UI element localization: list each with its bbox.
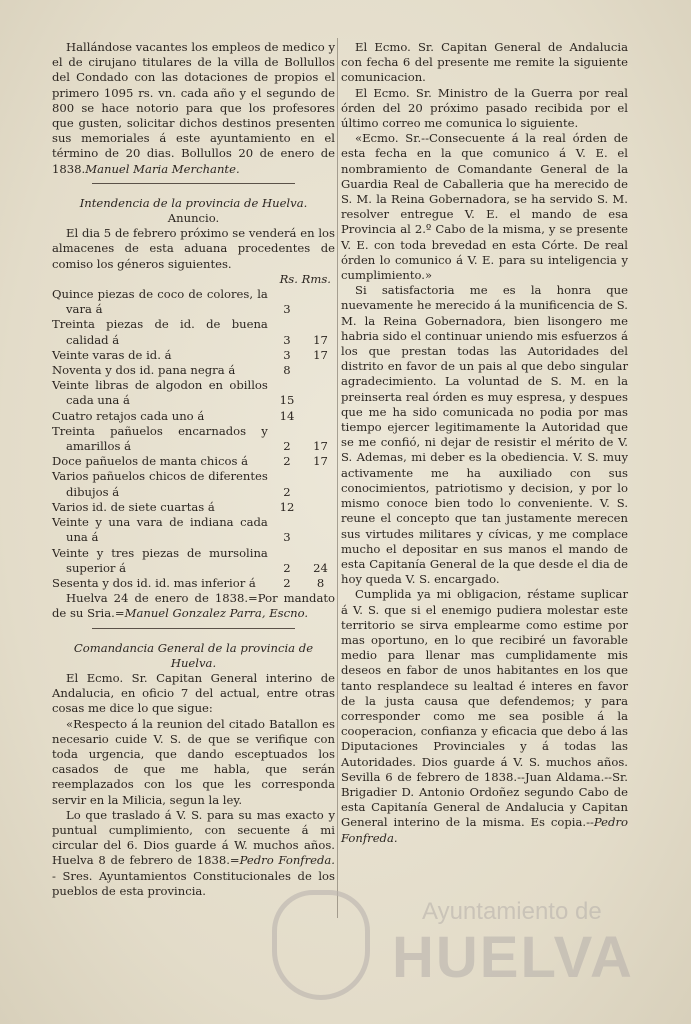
goods-row: [52, 317, 335, 347]
goods-description: Veinte y una vara de indiana cada una á: [52, 515, 268, 545]
goods-row: [52, 515, 335, 545]
goods-price-maravedis: 17: [313, 347, 328, 362]
right-column: [341, 40, 628, 846]
goods-row: [52, 409, 335, 424]
currency-units-header: Rs. Rms.: [279, 271, 331, 286]
goods-description: Varios id. de siete cuartas á: [52, 499, 215, 514]
sale-closing: Huelva 24 de enero de 1838.=Por mandato de su Sria.=Manuel Gonzalez Parra, Escno.: [52, 591, 335, 621]
watermark-line2: HUELVA: [392, 925, 634, 990]
goods-description: Treinta piezas de id. de buena calidad á: [52, 317, 268, 347]
sale-announcement: El dia 5 de febrero próximo se venderá en los almacenes de esta aduana procedentes de comiso los géneros siguientes.: [52, 226, 335, 271]
goods-price-maravedis: [306, 409, 335, 424]
watermark-line1: Ayuntamiento de: [422, 898, 602, 925]
farewell-paragraph: Si satisfactoria me es la honra que nuevamente he merecido á la munificencia de S. M. la Reina Gobernadora, bien lisongero me habria sido el continuar uniendo mis esfuerzos á los que prestan todas las Autoridades del distrito en favor de un pais al que debo singular agradecimiento. La voluntad de S. M. en la preinserta real órden es muy espresa, y despues que me ha sido comunicada no podia por mas tiempo ejercer legitimamente la Autoridad que se me confió, ni dejar de resistir el mérito de V. S. Ademas, mi deber es la obediencia. V. S. muy activamente me ha auxiliado con sus conocimientos, patriotismo y decision, y por lo mismo conoce bien todo lo conveniente. V. S. reune el concepto que tan justamente merecen sus virtudes militares y cívicas, y me complace mucho el depositar en sus manos el mando de esta Capitanía General de la que desde el dia de hoy queda V. S. encargado.: [341, 283, 628, 587]
closing-signature: Pedro Fonfreda.: [341, 815, 628, 845]
minister-notice: El Ecmo. Sr. Ministro de la Guerra por real órden del 20 próximo pasado recibida por el último correo me comunica lo siguiente.: [341, 85, 628, 131]
battalion-quote: «Respecto á la reunion del citado Batallon es necesario cuide V. S. de que se verifique con toda urgencia, que dando esceptuados los casados de que me habla, que serán reemplazados con los que les corresponda servir en la Milicia, segun la ley.: [52, 716, 335, 807]
sale-signature: Manuel Gonzalez Parra, Escno.: [124, 606, 309, 621]
goods-table: [52, 287, 335, 591]
goods-description: Sesenta y dos id. id. mas inferior á: [52, 575, 256, 590]
goods-price-maravedis: 17: [313, 332, 328, 347]
goods-price-reales: 2: [283, 560, 291, 575]
captain-general-intro: El Ecmo. Sr. Capitan General de Andalucia con fecha 6 del presente me remite la siguiente comunicacion.: [341, 40, 628, 85]
fonfreda-signature: Pedro Fonfreda.: [239, 853, 335, 868]
goods-price-maravedis: [306, 363, 335, 378]
goods-row: [52, 378, 335, 408]
goods-description: Noventa y dos id. pana negra á: [52, 363, 236, 378]
goods-row: [52, 454, 335, 469]
goods-row: [52, 348, 335, 363]
goods-row: [52, 363, 335, 378]
goods-price-reales: 3: [283, 302, 291, 317]
royal-order-quote: «Ecmo. Sr.--Consecuente á la real órden de esta fecha en la que comunico á V. E. el nombramiento de Comandante General de la Guardia Real de Caballeria que ha merecido de S. M. la Reina Gobernadora, se ha servido S. M. resolver entregue V. E. el mando de esa Provincia al 2.º Cabo de la misma, y se presente V. E. con toda brevedad en esta Córte. De real órden lo comunico á V. E. para su inteligencia y cumplimiento.»: [341, 131, 628, 283]
vacancy-notice: Hallándose vacantes los empleos de medico y el de cirujano titulares de la villa de Bollullos del Condado con las dotaciones de propios el primero 1095 rs. vn. cada año y el segundo de 800 se hace notorio para que los profesores que gusten, solicitar dichos destinos presenten sus memoriales á este ayuntamiento en el término de 20 dias. Bollullos 20 de enero de 1838.Manuel Maria Merchante.: [52, 40, 335, 176]
goods-price-reales: 2: [283, 484, 291, 499]
goods-price-reales: 2: [283, 454, 291, 469]
goods-price-reales: 2: [283, 575, 291, 590]
goods-description: Veinte y tres piezas de mursolina superior á: [52, 545, 268, 575]
closing-paragraph: Cumplida ya mi obligacion, réstame suplicar á V. S. que si el enemigo pudiera molestar este territorio se sirva emplearme como estime por mas oportuno, en lo que recibiré un favorable medio para llenar mas cumplidamente mis deseos en fabor de unos habitantes en los que tanto resplandece su lealtad é interes en favor de la justa causa que defendemos; y para corresponder como me sea posible á la cooperacion, confianza y eficacia que debo á las Diputaciones Provinciales y á todas las Autoridades. Dios guarde á V. S. muchos años. Sevilla 6 de febrero de 1838.--Juan Aldama.--Sr. Brigadier D. Antonio Ordoñez segundo Cabo de esta Capitanía General de Andalucia y Capitan General interino de la misma. Es copia.--Pedro Fonfreda.: [341, 587, 628, 845]
goods-price-reales: 2: [283, 439, 291, 454]
comandancia-intro: El Ecmo. Sr. Capitan General interino de Andalucia, en oficio 7 del actual, entre otras cosas me dice lo que sigue:: [52, 670, 335, 716]
goods-price-maravedis: [306, 515, 335, 545]
vacancy-signature: Manuel Maria Merchante.: [85, 161, 240, 176]
goods-price-reales: 3: [283, 530, 291, 545]
goods-row: [52, 469, 335, 499]
goods-price-maravedis: 8: [316, 575, 325, 590]
goods-row: [52, 576, 335, 591]
left-column: [52, 40, 335, 899]
goods-price-reales: 3: [283, 347, 291, 362]
goods-price-reales: 15: [279, 393, 295, 408]
comandancia-heading: Comandancia General de la provincia de Huelva.: [73, 640, 314, 670]
transfer-notice: Lo que traslado á V. S. para su mas exacto y puntual cumplimiento, con secuente á mi circular del 6. Dios guarde á W. muchos años. Huelva 8 de febrero de 1838.=Pedro Fonfreda. - Sres. Ayuntamientos Constitucionales de los pueblos de esta provincia.: [52, 807, 335, 898]
goods-price-maravedis: [306, 469, 335, 499]
archive-watermark: [272, 880, 672, 1010]
goods-row: [52, 500, 335, 515]
goods-row: [52, 287, 335, 317]
goods-price-reales: 3: [283, 332, 291, 347]
goods-price-maravedis: 24: [313, 560, 328, 575]
column-divider: [337, 38, 338, 918]
goods-price-maravedis: [306, 500, 335, 515]
goods-price-reales: 12: [279, 499, 295, 514]
goods-price-maravedis: [306, 378, 335, 408]
goods-description: Veinte varas de id. á: [52, 347, 172, 362]
goods-description: Treinta pañuelos encarnados y amarillos á: [52, 423, 268, 454]
section-rule: [92, 183, 295, 184]
coat-of-arms-icon: [272, 890, 370, 1000]
goods-row: [52, 424, 335, 454]
goods-price-maravedis: 17: [313, 454, 328, 469]
goods-price-reales: 14: [279, 408, 295, 423]
goods-description: Quince piezas de coco de colores, la vara á: [52, 287, 268, 317]
goods-description: Doce pañuelos de manta chicos á: [52, 454, 249, 469]
goods-price-reales: 8: [283, 363, 291, 378]
intendencia-heading: Intendencia de la provincia de Huelva.: [79, 195, 308, 210]
goods-price-maravedis: 17: [313, 439, 328, 454]
goods-description: Varios pañuelos chicos de diferentes dibujos á: [52, 469, 268, 499]
goods-price-maravedis: [306, 287, 335, 317]
goods-description: Veinte libras de algodon en obillos cada una á: [52, 378, 268, 408]
anuncio-subheading: Anuncio.: [167, 211, 220, 226]
goods-row: [52, 546, 335, 576]
section-rule: [92, 628, 295, 629]
goods-description: Cuatro retajos cada uno á: [52, 408, 205, 423]
